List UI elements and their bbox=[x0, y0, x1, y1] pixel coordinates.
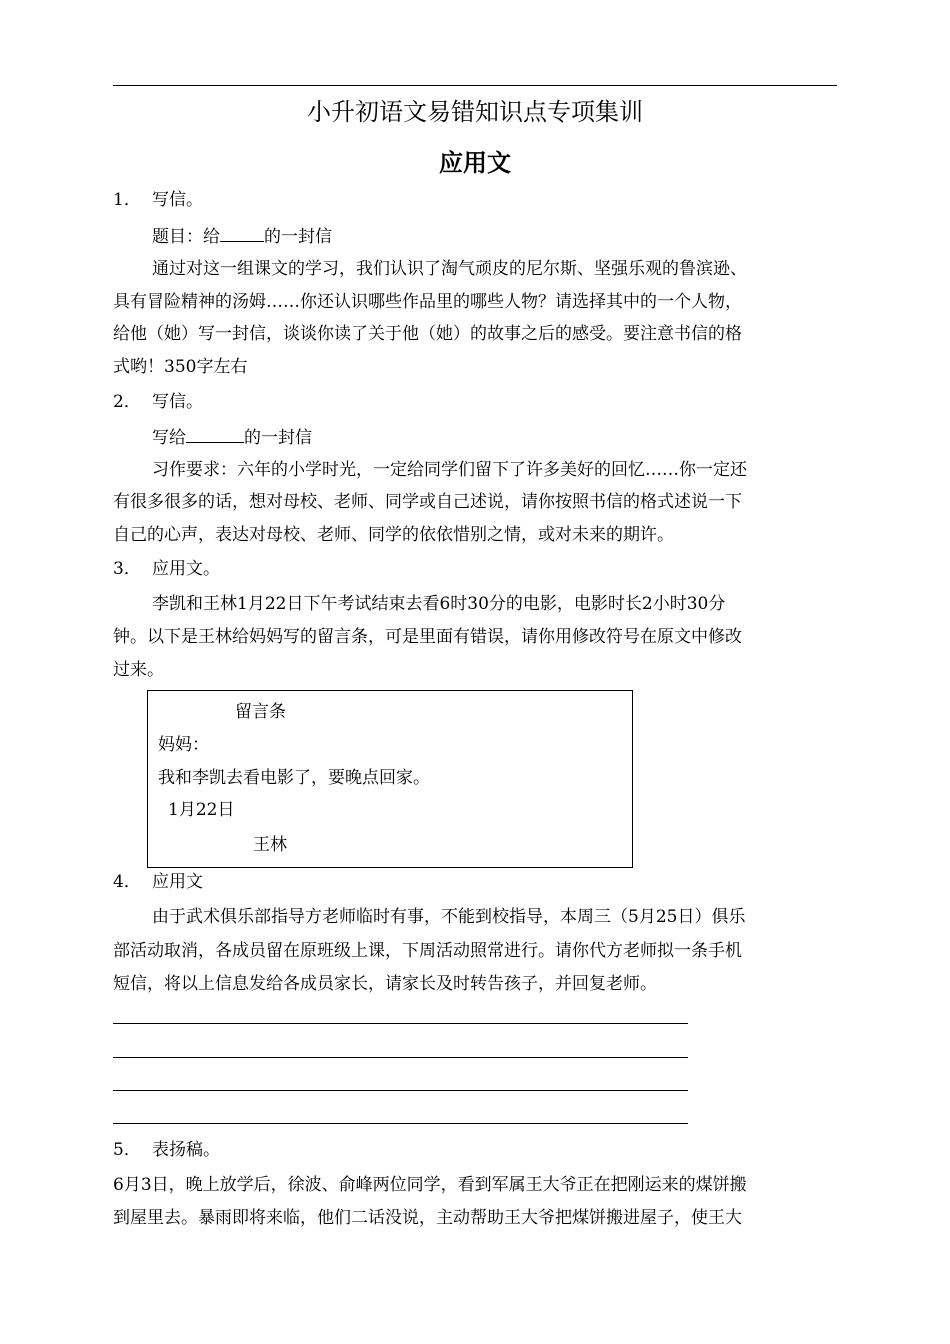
question-2-topic bbox=[152, 424, 312, 450]
question-5-type: 表扬稿。 bbox=[152, 1140, 220, 1160]
section-title: 应用文 bbox=[439, 149, 511, 177]
answer-line bbox=[113, 1057, 688, 1058]
question-4-paragraph-line: 部活动取消，各成员留在原班级上课，下周活动照常进行。请你代方老师拟一条手机 bbox=[113, 941, 742, 961]
question-1-paragraph-line: 式哟！350字左右 bbox=[113, 357, 248, 377]
topic-suffix: 的一封信 bbox=[244, 428, 312, 448]
fill-blank bbox=[220, 223, 264, 242]
question-4-number: 4． bbox=[113, 872, 141, 892]
header-rule bbox=[113, 85, 837, 86]
note-body: 我和李凯去看电影了，要晚点回家。 bbox=[158, 768, 430, 788]
question-3-paragraph-line: 李凯和王林1月22日下午考试结束去看6时30分的电影，电影时长2小时30分 bbox=[152, 594, 726, 614]
note-title: 留言条 bbox=[235, 702, 286, 722]
note-signature: 王林 bbox=[253, 835, 287, 855]
question-1-paragraph-line: 给他（她）写一封信，谈谈你读了关于他（她）的故事之后的感受。要注意书信的格 bbox=[113, 324, 742, 344]
fill-blank bbox=[186, 424, 244, 443]
question-1-paragraph-line: 具有冒险精神的汤姆……你还认识哪些作品里的哪些人物？请选择其中的一个人物， bbox=[113, 292, 742, 312]
question-5-paragraph-line: 6月3日，晚上放学后，徐波、俞峰两位同学，看到军属王大爷正在把刚运来的煤饼搬 bbox=[113, 1175, 747, 1195]
topic-prefix: 题目：给 bbox=[152, 227, 220, 247]
message-note-box bbox=[147, 690, 633, 868]
question-5-number: 5． bbox=[113, 1140, 141, 1160]
answer-line bbox=[113, 1090, 688, 1091]
question-3-paragraph-line: 钟。以下是王林给妈妈写的留言条，可是里面有错误，请你用修改符号在原文中修改 bbox=[113, 627, 742, 647]
question-2-paragraph-line: 有很多很多的话，想对母校、老师、同学或自己述说，请你按照书信的格式述说一下 bbox=[113, 492, 742, 512]
question-4-paragraph-line: 由于武术俱乐部指导方老师临时有事，不能到校指导，本周三（5月25日）俱乐 bbox=[152, 907, 746, 927]
question-1-type: 写信。 bbox=[152, 190, 203, 210]
question-1-paragraph-line: 通过对这一组课文的学习，我们认识了淘气顽皮的尼尔斯、坚强乐观的鲁滨逊、 bbox=[152, 259, 747, 279]
question-3-number: 3． bbox=[113, 559, 141, 579]
question-5-paragraph-line: 到屋里去。暴雨即将来临，他们二话没说，主动帮助王大爷把煤饼搬进屋子，使王大 bbox=[113, 1208, 742, 1228]
question-4-paragraph-line: 短信，将以上信息发给各成员家长，请家长及时转告孩子，并回复老师。 bbox=[113, 974, 657, 994]
note-greeting: 妈妈： bbox=[158, 735, 209, 755]
question-3-paragraph-line: 过来。 bbox=[113, 660, 164, 680]
question-2-number: 2． bbox=[113, 392, 141, 412]
question-2-paragraph-line: 自己的心声，表达对母校、老师、同学的依依惜别之情，或对未来的期许。 bbox=[113, 525, 674, 545]
question-4-type: 应用文 bbox=[152, 872, 203, 892]
note-date: 1月22日 bbox=[168, 800, 235, 820]
question-1-topic bbox=[152, 223, 332, 249]
topic-suffix: 的一封信 bbox=[264, 227, 332, 247]
question-2-paragraph-line: 习作要求：六年的小学时光，一定给同学们留下了许多美好的回忆……你一定还 bbox=[152, 460, 747, 480]
topic-prefix: 写给 bbox=[152, 428, 186, 448]
page-title: 小升初语文易错知识点专项集训 bbox=[307, 98, 643, 126]
answer-line bbox=[113, 1123, 688, 1124]
question-1-number: 1． bbox=[113, 190, 141, 210]
answer-line bbox=[113, 1023, 688, 1024]
question-2-type: 写信。 bbox=[152, 392, 203, 412]
question-3-type: 应用文。 bbox=[152, 559, 220, 579]
